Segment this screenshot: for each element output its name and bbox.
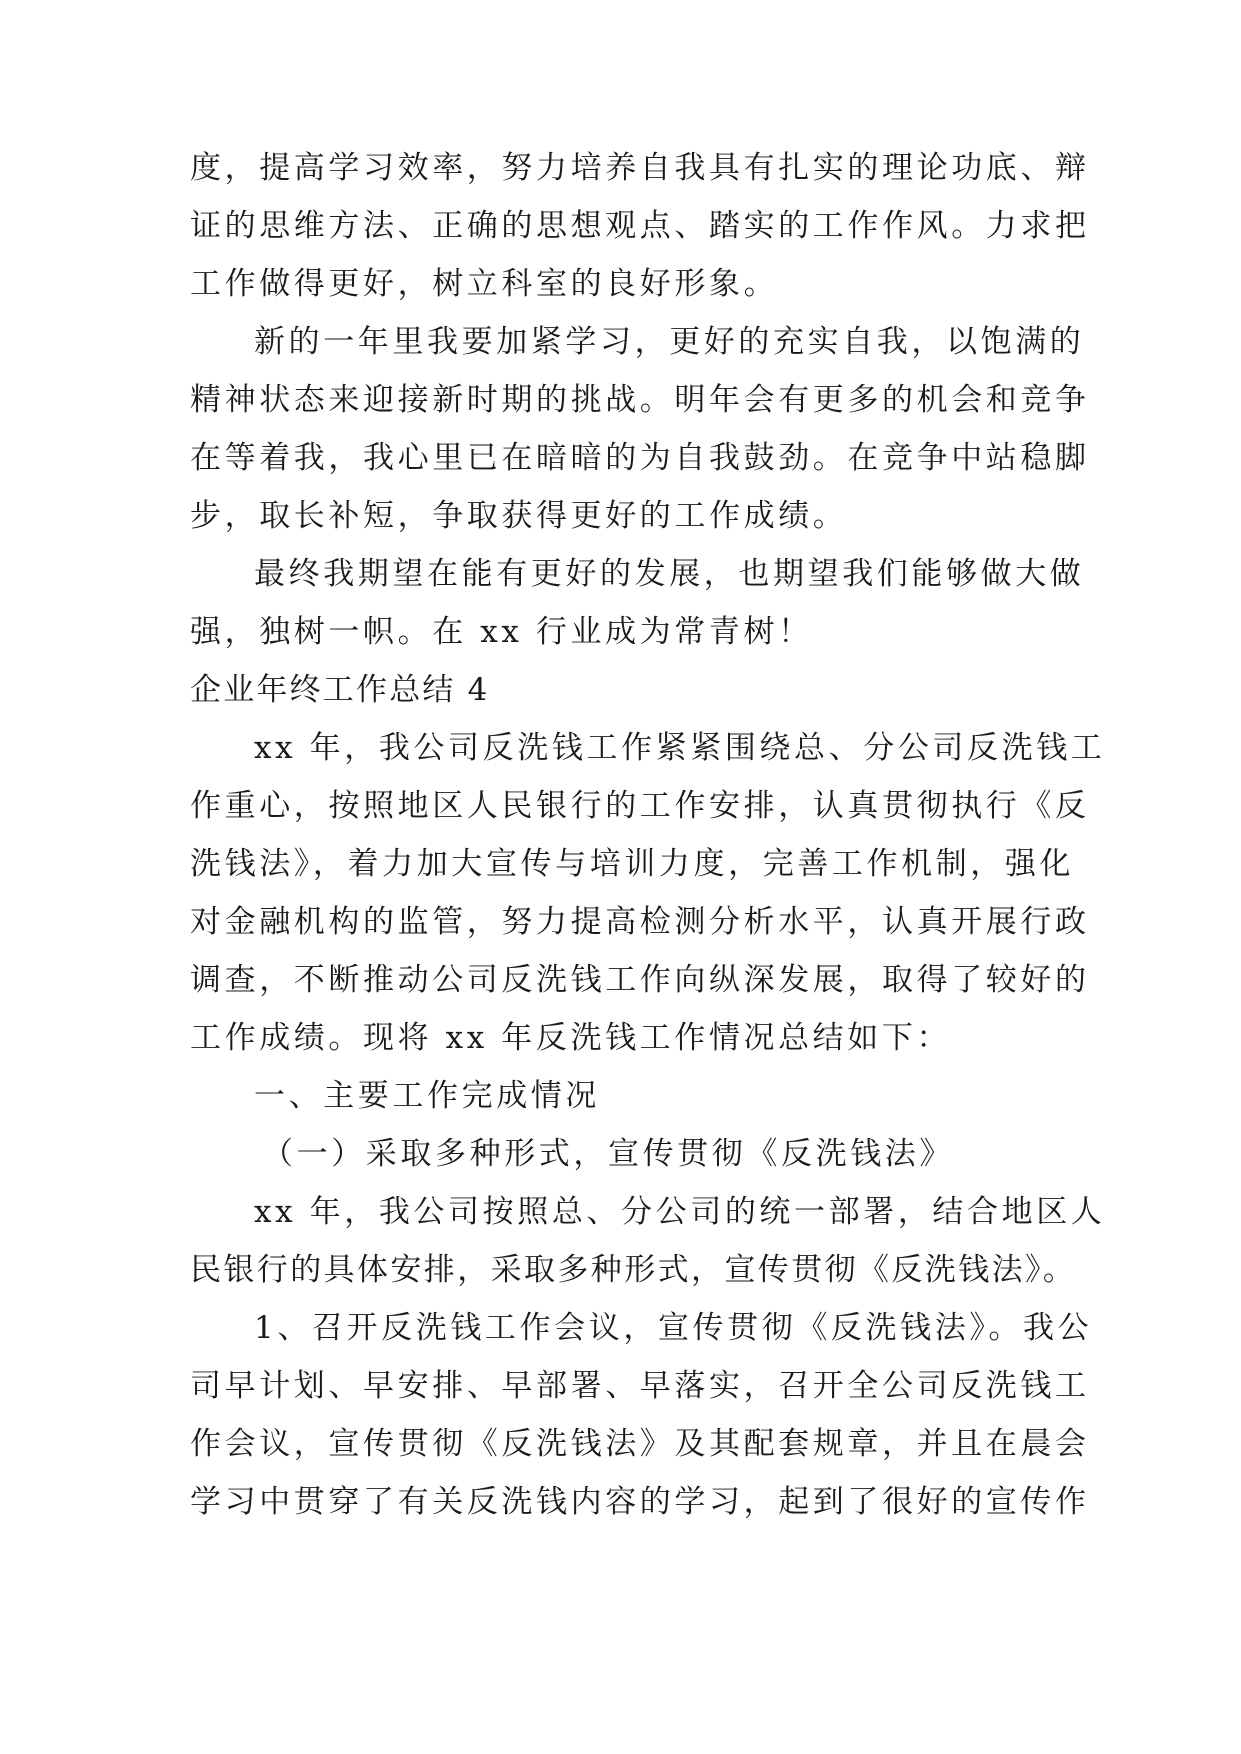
- text-line: 工作做得更好，树立科室的良好形象。: [190, 266, 779, 302]
- paragraph-start-line: 1、召开反洗钱工作会议，宣传贯彻《反洗钱法》。我公: [254, 1310, 1093, 1346]
- paragraph-start-line: xx 年，我公司反洗钱工作紧紧围绕总、分公司反洗钱工: [254, 730, 1106, 766]
- text-line: 对金融机构的监管，努力提高检测分析水平，认真开展行政: [190, 904, 1090, 940]
- text-line: 调查，不断推动公司反洗钱工作向纵深发展，取得了较好的: [190, 962, 1090, 998]
- text-line: 作会议，宣传贯彻《反洗钱法》及其配套规章，并且在晨会: [190, 1426, 1090, 1462]
- subheading-secondary: （一）采取多种形式，宣传贯彻《反洗钱法》: [262, 1136, 954, 1172]
- text-line: 工作成绩。现将 xx 年反洗钱工作情况总结如下：: [190, 1020, 952, 1056]
- paragraph-start-line: xx 年，我公司按照总、分公司的统一部署，结合地区人: [254, 1194, 1106, 1230]
- text-line: 在等着我，我心里已在暗暗的为自我鼓劲。在竞争中站稳脚: [190, 440, 1090, 476]
- paragraph-start-line: 最终我期望在能有更好的发展，也期望我们能够做大做: [254, 556, 1085, 592]
- section-heading: 企业年终工作总结 4: [190, 672, 490, 708]
- subheading-primary: 一、主要工作完成情况: [254, 1078, 600, 1114]
- text-line: 司早计划、早安排、早部署、早落实，召开全公司反洗钱工: [190, 1368, 1090, 1404]
- text-line: 民银行的具体安排，采取多种形式，宣传贯彻《反洗钱法》。: [190, 1252, 1077, 1288]
- text-line: 精神状态来迎接新时期的挑战。明年会有更多的机会和竞争: [190, 382, 1090, 418]
- text-line: 作重心，按照地区人民银行的工作安排，认真贯彻执行《反: [190, 788, 1090, 824]
- text-line: 洗钱法》，着力加大宣传与培训力度，完善工作机制，强化: [190, 846, 1075, 882]
- paragraph-start-line: 新的一年里我要加紧学习，更好的充实自我，以饱满的: [254, 324, 1085, 360]
- text-line: 步，取长补短，争取获得更好的工作成绩。: [190, 498, 848, 534]
- text-line: 学习中贯穿了有关反洗钱内容的学习，起到了很好的宣传作: [190, 1484, 1090, 1520]
- text-line: 强，独树一帜。在 xx 行业成为常青树！: [190, 614, 813, 650]
- text-line: 度，提高学习效率，努力培养自我具有扎实的理论功底、辩: [190, 150, 1090, 186]
- text-line: 证的思维方法、正确的思想观点、踏实的工作作风。力求把: [190, 208, 1090, 244]
